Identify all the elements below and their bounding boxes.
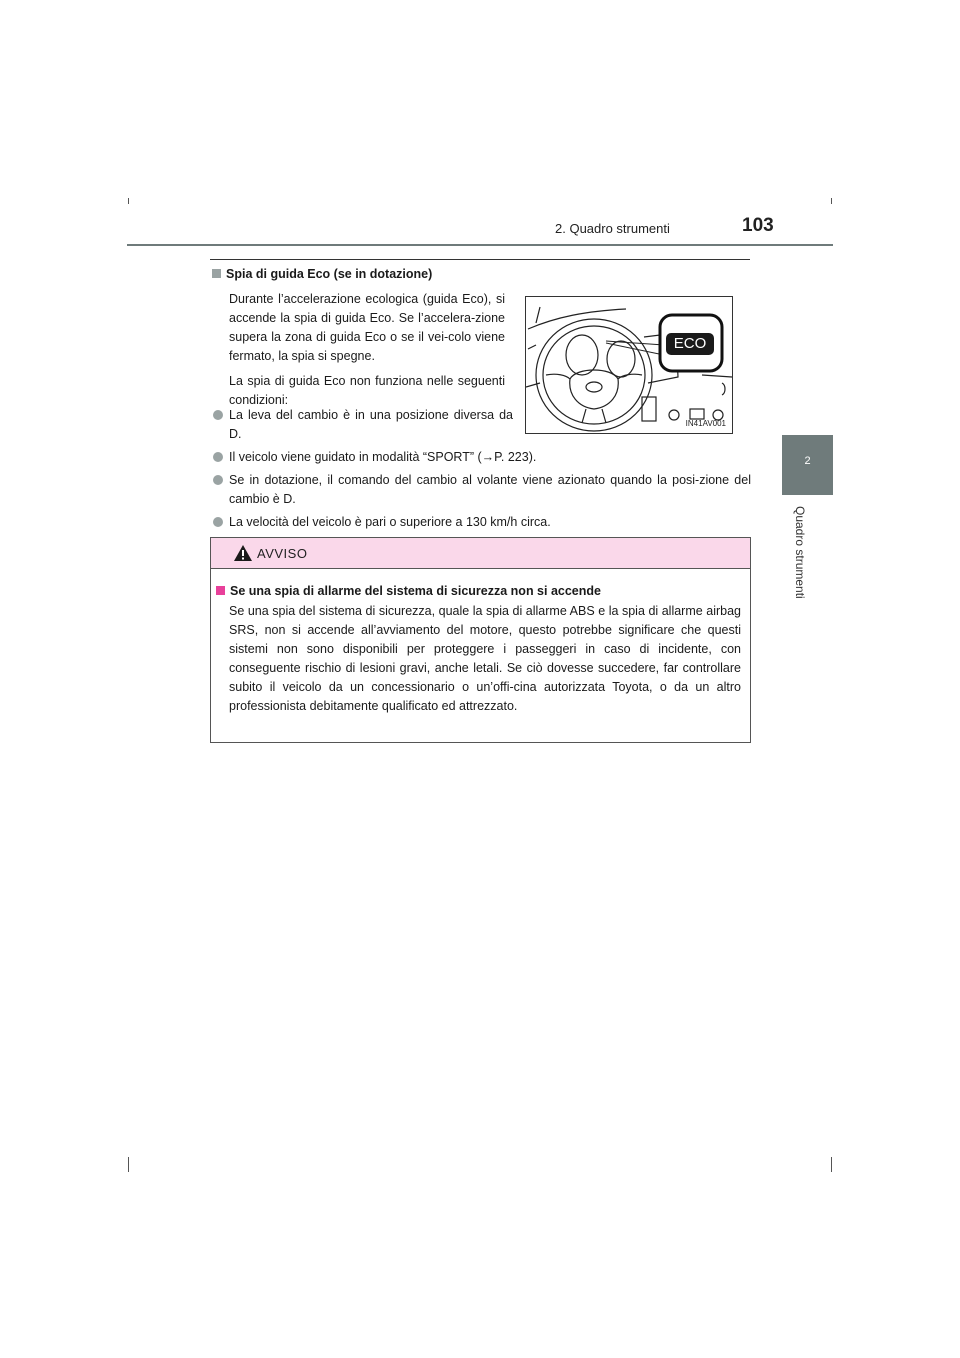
header-section-title: 2. Quadro strumenti xyxy=(555,221,670,236)
header-rule xyxy=(127,244,833,246)
list-item-text: Se in dotazione, il comando del cambio al volante viene azionato quando la posi-zione del cambio è D. xyxy=(229,473,751,506)
intro-paragraph: La spia di guida Eco non funziona nelle seguenti condizioni: xyxy=(229,374,505,407)
list-item-text: La leva del cambio è in una posizione diversa da D. xyxy=(229,408,513,441)
list-item-text: Il veicolo viene guidato in modalità “SPORT” (→P. 223). xyxy=(229,450,537,464)
warning-text: Se una spia del sistema di sicurezza, quale la spia di allarme ABS e la spia di allarme airbag SRS, non si accende all’avviamento del motore, questo potrebbe significare che questi sistemi non sono disponibili per proteggere i passeggeri in caso di incidente, con conseguente rischio di lesioni gravi, anche letali. Se ciò dovesse succedere, far controllare subito il veicolo da un concessionario o un’offi-cina autorizzata Toyota, o da un altro professionista debitamente qualificato ed attrezzato. xyxy=(229,604,741,713)
dashboard-figure xyxy=(525,296,733,434)
page-number: 103 xyxy=(742,215,774,236)
round-bullet-icon xyxy=(213,452,223,462)
crop-mark xyxy=(128,1157,129,1172)
crop-mark xyxy=(831,1157,832,1172)
section-heading-text: Spia di guida Eco (se in dotazione) xyxy=(226,267,433,281)
square-bullet-icon xyxy=(212,269,221,278)
chapter-number: 2 xyxy=(804,455,811,467)
warning-title: AVVISO xyxy=(257,546,308,561)
round-bullet-icon xyxy=(213,475,223,485)
list-item-text: La velocità del veicolo è pari o superiore a 130 km/h circa. xyxy=(229,515,551,529)
intro-paragraph: Durante l’accelerazione ecologica (guida Eco), si accende la spia di guida Eco. Se l’accelera-zione supera la zona di guida Eco o se il vei-colo viene fermato, la spia si spegne. xyxy=(229,292,505,363)
warning-box xyxy=(210,537,751,743)
chapter-label: Quadro strumenti xyxy=(793,506,807,599)
eco-indicator-label: ECO xyxy=(673,335,707,352)
square-bullet-icon xyxy=(216,586,225,595)
list-item xyxy=(213,471,751,509)
list-item xyxy=(213,448,751,467)
section-intro xyxy=(229,290,505,416)
list-item xyxy=(213,406,513,444)
warning-triangle-icon xyxy=(233,544,253,562)
section-rule xyxy=(210,259,750,260)
figure-code: IN41AV001 xyxy=(685,419,726,428)
warning-heading-text: Se una spia di allarme del sistema di sicurezza non si accende xyxy=(230,584,601,598)
steering-wheel-illustration xyxy=(526,297,733,434)
crop-mark xyxy=(831,198,832,204)
list-item xyxy=(213,513,751,532)
round-bullet-icon xyxy=(213,517,223,527)
round-bullet-icon xyxy=(213,410,223,420)
crop-mark xyxy=(128,198,129,204)
warning-header xyxy=(211,538,750,569)
warning-heading xyxy=(216,584,601,598)
chapter-tab xyxy=(782,435,833,495)
section-heading xyxy=(212,267,432,281)
